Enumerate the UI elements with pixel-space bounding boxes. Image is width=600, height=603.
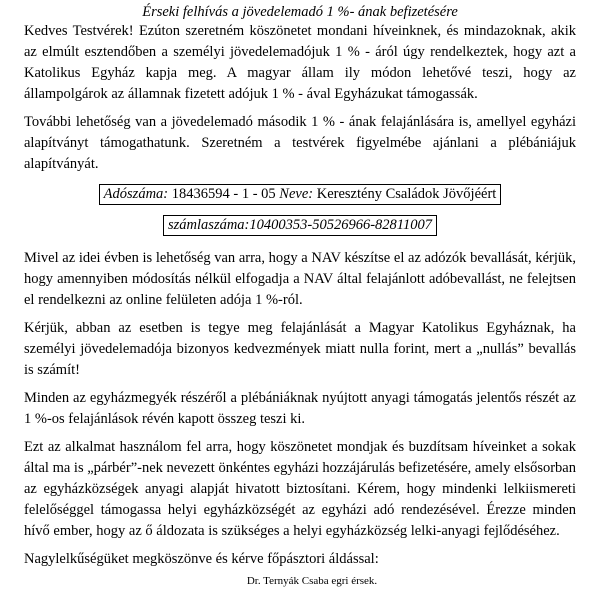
paragraph-second-percent: További lehetőség van a jövedelemadó második 1 % - ának felajánlására is, amellyel egyházi alapítványt támogathatunk. Szeretném a testvérek figyelmébe ajánlani a plébániájuk alapítványát.	[24, 114, 576, 172]
signature: Dr. Ternyák Csaba egri érsek.	[246, 575, 378, 587]
foundation-name-label: Neve:	[279, 186, 314, 202]
foundation-tax-box-row	[24, 184, 576, 205]
paragraph-parish-contribution: Ezt az alkalmat használom fel arra, hogy köszönetet mondjak és buzdítsam híveinket a sokak által ma is „párbér”-nek nevezett önkéntes egyházi hozzájárulás befizetésére, amely elsősorban az egyházközségek anyagi alapját hivatott biztosítani. Kérem, hogy mindenki lelkiismereti felelőséggel támogassa helyi egyházközségét az egyházi adó rendezésével. Érezze minden hívő ember, hogy az ő áldozata is szükséges a helyi egyházközség lelki-anyagi fejlődéséhez.	[24, 439, 576, 539]
paragraph-nav: Mivel az idei évben is lehetőség van arra, hogy a NAV készítse el az adózók bevallását, kérjük, hogy amennyiben módosítás nélkül elfogadja a NAV által felajánlott adóbevallást, ne felejtsen el rendelkezni az online felületen adója 1 %-ról.	[24, 250, 576, 308]
foundation-name-value: Keresztény Családok Jövőjéért	[313, 186, 497, 202]
tax-number-label: Adószáma:	[103, 186, 169, 202]
account-number: számlaszáma:10400353-50526966-82811007	[168, 217, 432, 233]
foundation-tax-box	[99, 184, 502, 205]
paragraph-support: Minden az egyházmegyék részéről a plébániáknak nyújtott anyagi támogatás jelentős részét az 1 %-os felajánlások révén kapott összeg teszi ki.	[24, 390, 576, 427]
paragraph-greeting: Kedves Testvérek! Ezúton szeretném köszönetet mondani híveinknek, és mindazoknak, akik az elmúlt esztendőben a személyi jövedelemadójuk 1 % - áról úgy rendelkeztek, hogy azt a Katolikus Egyház kapja meg. A magyar állam ily módon lehetővé teszi, hogy az állampolgárok az államnak fizetett adójuk 1 % - ával Egyházukat támogassák.	[24, 23, 576, 102]
foundation-account-box	[163, 215, 437, 236]
paragraph-closing: Nagylelkűségüket megköszönve és kérve főpásztori áldással:	[24, 551, 379, 567]
paragraph-zero-return: Kérjük, abban az esetben is tegye meg felajánlását a Magyar Katolikus Egyháznak, ha személyi jövedelemadója bizonyos kedvezmények miatt nulla forint, mert a „nullás” bevallás is számít!	[24, 320, 576, 378]
letter-title: Érseki felhívás a jövedelemadó 1 %- ának befizetésére	[142, 4, 458, 20]
tax-number-value: 18436594 - 1 - 05	[168, 186, 280, 202]
foundation-account-box-row	[24, 215, 576, 236]
